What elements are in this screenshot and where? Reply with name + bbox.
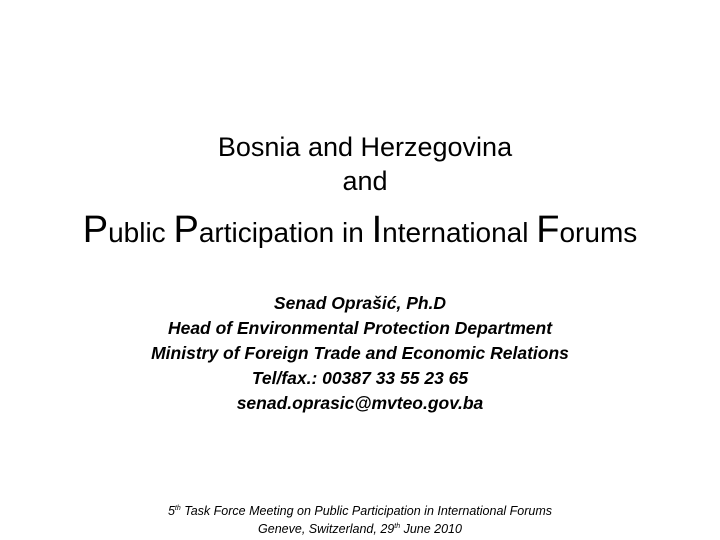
main-title-cap-i: I bbox=[371, 209, 383, 251]
footer-date: June 2010 bbox=[400, 522, 462, 536]
footer-event-text: Task Force Meeting on Public Participation in International Forums bbox=[180, 504, 553, 518]
author-ministry: Ministry of Foreign Trade and Economic Relations bbox=[151, 343, 569, 363]
footer-block bbox=[0, 502, 720, 538]
main-title-rest-4: orums bbox=[559, 217, 638, 248]
main-title bbox=[0, 210, 720, 253]
main-title-rest-2: articipation in bbox=[198, 217, 372, 248]
author-name: Senad Oprašić, Ph.D bbox=[273, 293, 447, 313]
title-connector: and bbox=[342, 166, 388, 196]
footer-location-date bbox=[0, 520, 720, 538]
author-email: senad.oprasic@mvteo.gov.ba bbox=[236, 393, 484, 413]
footer-date-ordinal: th bbox=[394, 523, 401, 530]
author-phone: Tel/fax.: 00387 33 55 23 65 bbox=[251, 368, 469, 388]
author-block bbox=[0, 291, 720, 416]
footer-event-number: 5 bbox=[167, 504, 175, 518]
footer-location: Geneve, Switzerland, 29 bbox=[258, 522, 395, 536]
main-title-cap-f: F bbox=[536, 209, 560, 251]
footer-event bbox=[0, 502, 720, 520]
main-title-cap-p1: P bbox=[82, 209, 109, 251]
country-title: Bosnia and Herzegovina bbox=[217, 132, 513, 162]
title-block bbox=[0, 130, 720, 198]
main-title-rest-3: nternational bbox=[382, 217, 537, 248]
footer-event-ordinal: th bbox=[174, 505, 181, 512]
main-title-cap-p2: P bbox=[173, 209, 199, 251]
main-title-rest-1: ublic bbox=[108, 217, 174, 248]
author-position: Head of Environmental Protection Department bbox=[167, 318, 553, 338]
